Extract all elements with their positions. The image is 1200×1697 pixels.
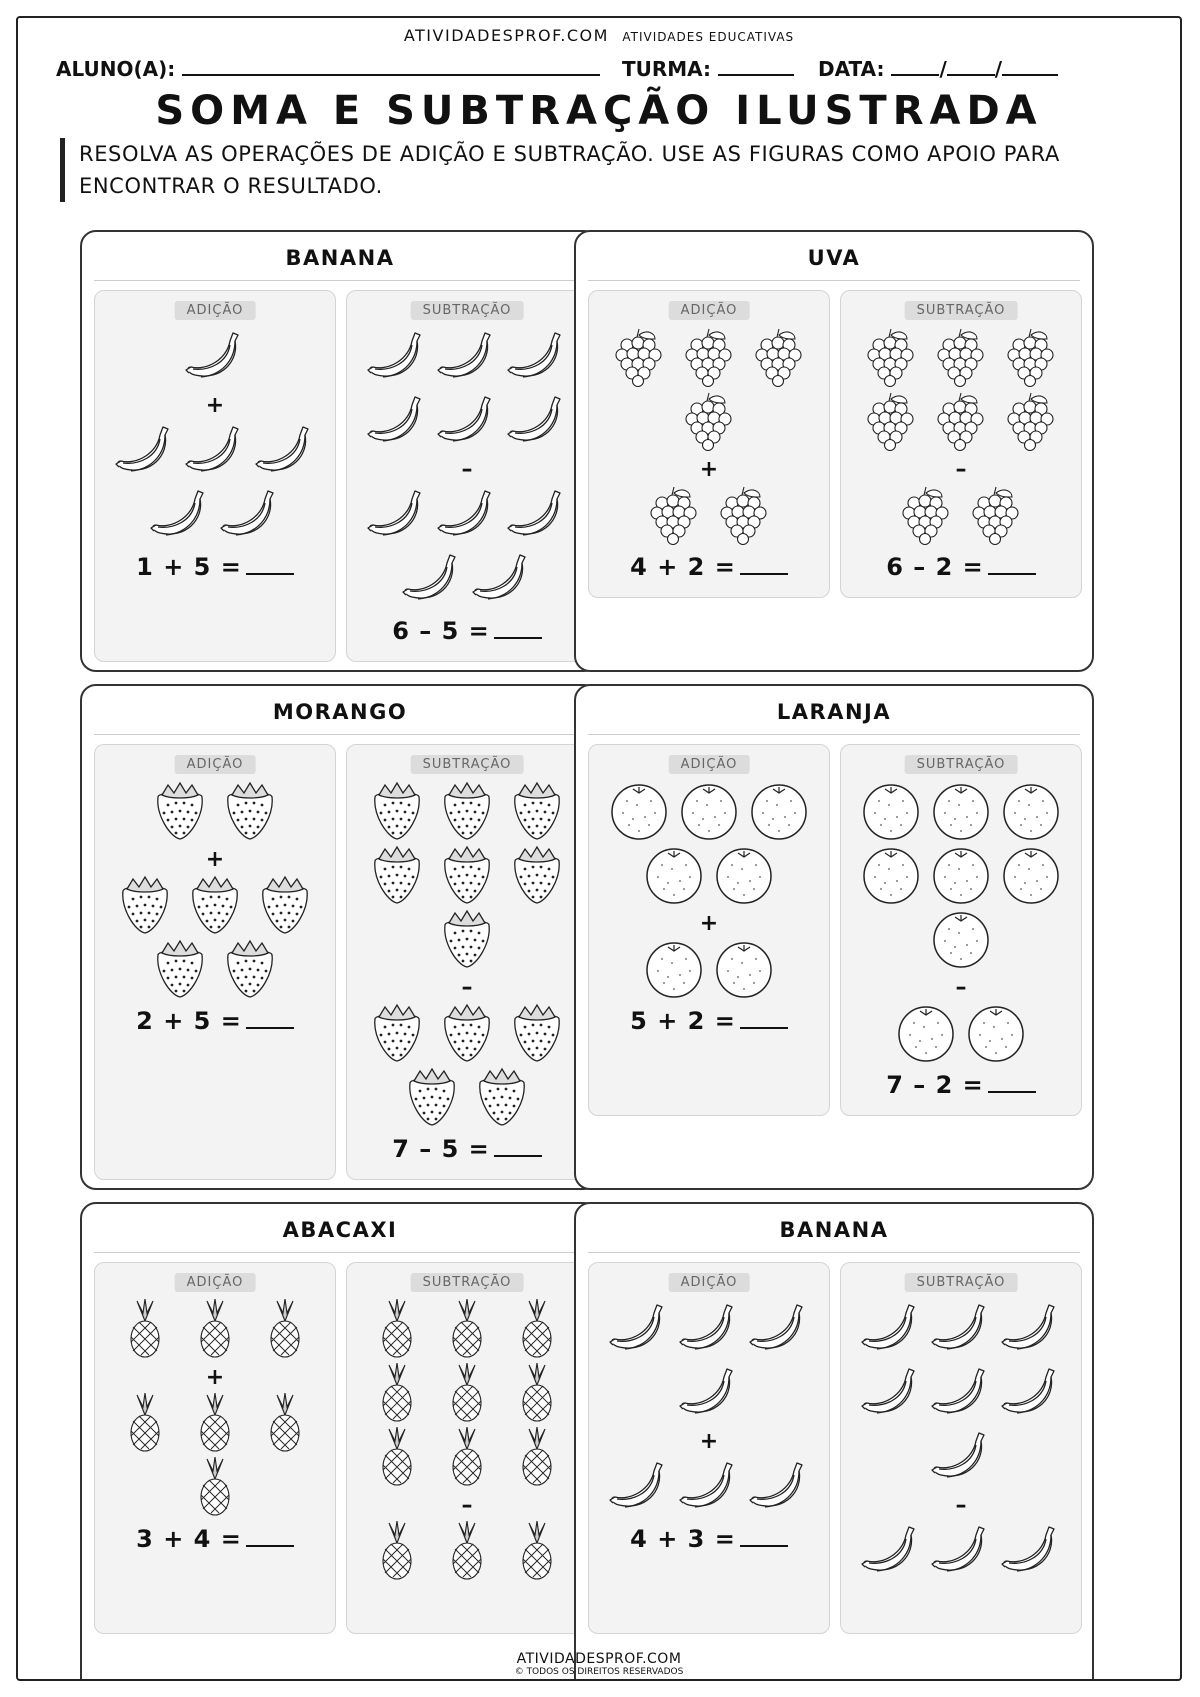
strawberry-icon [365,781,429,841]
orange-icon [859,845,923,905]
grape-icon [642,485,706,545]
data-day-blank[interactable] [891,54,939,76]
equation-text: 6 – 5 = [392,617,490,645]
fruit-row [589,939,829,999]
turma-blank[interactable] [718,54,794,76]
fruit-row [589,845,829,905]
fruit-row [841,1299,1081,1359]
banana-icon [677,1457,741,1517]
fruit-row [589,1363,829,1423]
orange-icon [712,939,776,999]
strawberry-icon [113,875,177,935]
pineapple-icon [113,1393,177,1453]
orange-icon [859,781,923,841]
footer-site: ATIVIDADESPROF.COM [516,1651,682,1667]
addition-tag: ADIÇÃO [175,1273,256,1292]
fruit-row [589,1299,829,1359]
footer [18,1651,1180,1677]
plus-sign: + [205,847,225,872]
pineapple-icon [365,1363,429,1423]
equation [841,553,1081,581]
minus-sign: – [461,975,473,1000]
data-month-blank[interactable] [947,54,995,76]
fruit-row [347,549,587,609]
addition-tag: ADIÇÃO [669,755,750,774]
banana-icon [999,1521,1063,1581]
grape-icon [712,485,776,545]
subtraction-tag: SUBTRAÇÃO [905,755,1018,774]
pineapple-icon [365,1427,429,1487]
fruit-row [841,909,1081,969]
fruit-row [841,845,1081,905]
banana-icon [505,327,569,387]
strawberry-icon [505,781,569,841]
subtraction-tag: SUBTRAÇÃO [411,1273,524,1292]
page-title: SOMA E SUBTRAÇÃO ILUSTRADA [155,88,1043,134]
addition-panel [94,1262,336,1634]
fruit-row [95,1299,335,1359]
fruit-row [347,909,587,969]
strawberry-icon [505,1003,569,1063]
fruit-row [95,485,335,545]
orange-icon [712,845,776,905]
fruit-row [841,1363,1081,1423]
addition-tag: ADIÇÃO [669,1273,750,1292]
equation-text: 7 – 5 = [392,1135,490,1163]
answer-blank[interactable] [740,1527,788,1547]
addition-panel [588,290,830,598]
fruit-row [841,1521,1081,1581]
pineapple-icon [435,1521,499,1581]
equation-text: 7 – 2 = [886,1071,984,1099]
strawberry-icon [148,939,212,999]
grape-icon [747,327,811,387]
fruit-row [347,1003,587,1063]
subtraction-panel [840,744,1082,1116]
subtraction-tag: SUBTRAÇÃO [411,301,524,320]
card-title: UVA [807,246,861,270]
grape-icon [859,327,923,387]
banana-icon [435,327,499,387]
fruit-row [347,1427,587,1487]
orange-icon [677,781,741,841]
banana-icon [435,391,499,451]
data-field [818,54,1058,81]
turma-field [622,54,794,81]
plus-sign: + [699,911,719,936]
answer-blank[interactable] [494,1137,542,1157]
orange-icon [607,781,671,841]
card-divider [94,734,586,735]
plus-sign: + [205,393,225,418]
pineapple-icon [253,1299,317,1359]
banana-icon [859,1299,923,1359]
strawberry-icon [218,781,282,841]
equation-text: 3 + 4 = [136,1525,242,1553]
grape-icon [929,391,993,451]
minus-sign: – [955,975,967,1000]
fruit-row [347,1521,587,1581]
footer-copyright: © TODOS OS DIREITOS RESERVADOS [514,1667,684,1677]
subtraction-tag: SUBTRAÇÃO [905,1273,1018,1292]
banana-icon [859,1363,923,1423]
fruit-row [95,781,335,841]
fruit-row [589,391,829,451]
pineapple-icon [365,1521,429,1581]
orange-icon [894,1003,958,1063]
pineapple-icon [505,1427,569,1487]
banana-icon [365,391,429,451]
addition-tag: ADIÇÃO [669,301,750,320]
equation-text: 1 + 5 = [136,553,242,581]
exercise-card [80,684,600,1190]
worksheet-page [16,16,1182,1681]
grape-icon [999,327,1063,387]
site-header [18,26,1180,45]
answer-blank[interactable] [246,1009,294,1029]
strawberry-icon [505,845,569,905]
pineapple-icon [113,1299,177,1359]
fruit-row [841,391,1081,451]
pineapple-icon [253,1393,317,1453]
strawberry-icon [470,1067,534,1127]
subtraction-panel [346,744,588,1180]
banana-icon [999,1363,1063,1423]
equation [841,1071,1081,1099]
minus-sign: – [461,1493,473,1518]
banana-icon [435,485,499,545]
fruit-row [347,327,587,387]
banana-icon [505,391,569,451]
pineapple-icon [505,1363,569,1423]
strawberry-icon [148,781,212,841]
aluno-field [56,54,600,81]
grape-icon [999,391,1063,451]
banana-icon [218,485,282,545]
equation [589,553,829,581]
aluno-blank[interactable] [182,54,600,76]
equation [347,1135,587,1163]
banana-icon [607,1457,671,1517]
site-name: ATIVIDADESPROF.COM [403,26,609,45]
exercise-card [80,1202,600,1681]
banana-icon [470,549,534,609]
instructions: RESOLVA AS OPERAÇÕES DE ADIÇÃO E SUBTRAÇÃO. USE AS FIGURAS COMO APOIO PARA ENCONTRAR O RESULTADO. [60,138,1129,202]
fruit-row [95,875,335,935]
answer-blank[interactable] [246,1527,294,1547]
equation [95,1525,335,1553]
grape-icon [929,327,993,387]
grape-icon [859,391,923,451]
card-divider [94,1252,586,1253]
subtraction-tag: SUBTRAÇÃO [905,301,1018,320]
card-title: LARANJA [776,700,892,724]
equation-text: 4 + 2 = [630,553,736,581]
banana-icon [148,485,212,545]
banana-icon [929,1299,993,1359]
orange-icon [642,939,706,999]
exercise-card [80,230,600,672]
subtraction-panel [840,290,1082,598]
card-divider [588,734,1080,735]
banana-icon [183,327,247,387]
strawberry-icon [253,875,317,935]
minus-sign: – [955,1493,967,1518]
addition-panel [588,1262,830,1634]
pineapple-icon [435,1363,499,1423]
fruit-row [841,1003,1081,1063]
pineapple-icon [183,1393,247,1453]
card-title: BANANA [779,1218,889,1242]
equation [589,1525,829,1553]
fruit-row [347,485,587,545]
data-sep: / [994,57,1003,81]
fruit-row [347,1363,587,1423]
strawberry-icon [365,1003,429,1063]
banana-icon [999,1299,1063,1359]
pineapple-icon [435,1427,499,1487]
grape-icon [607,327,671,387]
strawberry-icon [218,939,282,999]
answer-blank[interactable] [246,555,294,575]
orange-icon [929,845,993,905]
answer-blank[interactable] [988,555,1036,575]
subtraction-panel [346,1262,588,1634]
equation-text: 6 – 2 = [886,553,984,581]
orange-icon [747,781,811,841]
plus-sign: + [699,1429,719,1454]
exercise-card [574,1202,1094,1681]
strawberry-icon [183,875,247,935]
banana-icon [747,1299,811,1359]
equation [347,617,587,645]
banana-icon [607,1299,671,1359]
banana-icon [929,1427,993,1487]
orange-icon [929,781,993,841]
subtraction-panel [346,290,588,662]
strawberry-icon [435,909,499,969]
card-divider [588,1252,1080,1253]
aluno-label: ALUNO(A): [56,57,176,81]
answer-blank[interactable] [494,619,542,639]
card-title: BANANA [285,246,395,270]
fruit-row [95,1393,335,1453]
banana-icon [183,421,247,481]
answer-blank[interactable] [740,1009,788,1029]
fruit-row [347,391,587,451]
addition-panel [94,744,336,1180]
equation-text: 5 + 2 = [630,1007,736,1035]
banana-icon [365,485,429,545]
fruit-row [95,327,335,387]
answer-blank[interactable] [988,1073,1036,1093]
equation-text: 4 + 3 = [630,1525,736,1553]
exercise-card [574,684,1094,1190]
fruit-row [589,781,829,841]
pineapple-icon [365,1299,429,1359]
exercise-card [574,230,1094,672]
banana-icon [677,1299,741,1359]
equation [95,553,335,581]
banana-icon [365,327,429,387]
card-title: ABACAXI [282,1218,398,1242]
fruit-row [841,1427,1081,1487]
banana-icon [929,1363,993,1423]
banana-icon [253,421,317,481]
strawberry-icon [435,1003,499,1063]
strawberry-icon [400,1067,464,1127]
subtraction-tag: SUBTRAÇÃO [411,755,524,774]
fruit-row [589,327,829,387]
strawberry-icon [365,845,429,905]
equation [589,1007,829,1035]
fruit-row [347,845,587,905]
addition-panel [94,290,336,662]
fruit-row [347,781,587,841]
grape-icon [964,485,1028,545]
subtraction-panel [840,1262,1082,1634]
banana-icon [859,1521,923,1581]
fruit-row [841,781,1081,841]
fruit-row [95,421,335,481]
banana-icon [677,1363,741,1423]
data-sep: / [939,57,947,81]
strawberry-icon [435,845,499,905]
equation [95,1007,335,1035]
student-info-row [56,54,1142,84]
grape-icon [894,485,958,545]
orange-icon [964,1003,1028,1063]
turma-label: TURMA: [622,57,712,81]
plus-sign: + [699,457,719,482]
fruit-row [347,1067,587,1127]
data-label: DATA: [818,57,885,81]
fruit-row [589,1457,829,1517]
orange-icon [929,909,993,969]
banana-icon [505,485,569,545]
fruit-row [95,1457,335,1517]
banana-icon [113,421,177,481]
banana-icon [929,1521,993,1581]
addition-tag: ADIÇÃO [175,755,256,774]
fruit-row [841,327,1081,387]
card-title: MORANGO [272,700,408,724]
pineapple-icon [505,1521,569,1581]
card-divider [588,280,1080,281]
fruit-row [589,485,829,545]
minus-sign: – [955,457,967,482]
orange-icon [642,845,706,905]
answer-blank[interactable] [740,555,788,575]
fruit-row [347,1299,587,1359]
pineapple-icon [183,1457,247,1517]
grape-icon [677,327,741,387]
plus-sign: + [205,1365,225,1390]
data-year-blank[interactable] [1002,54,1058,76]
equation-text: 2 + 5 = [136,1007,242,1035]
addition-panel [588,744,830,1116]
minus-sign: – [461,457,473,482]
pineapple-icon [435,1299,499,1359]
fruit-row [95,939,335,999]
site-subtitle: ATIVIDADES EDUCATIVAS [622,30,795,44]
orange-icon [999,845,1063,905]
banana-icon [400,549,464,609]
orange-icon [999,781,1063,841]
pineapple-icon [183,1299,247,1359]
banana-icon [747,1457,811,1517]
card-divider [94,280,586,281]
strawberry-icon [435,781,499,841]
addition-tag: ADIÇÃO [175,301,256,320]
grape-icon [677,391,741,451]
fruit-row [841,485,1081,545]
pineapple-icon [505,1299,569,1359]
